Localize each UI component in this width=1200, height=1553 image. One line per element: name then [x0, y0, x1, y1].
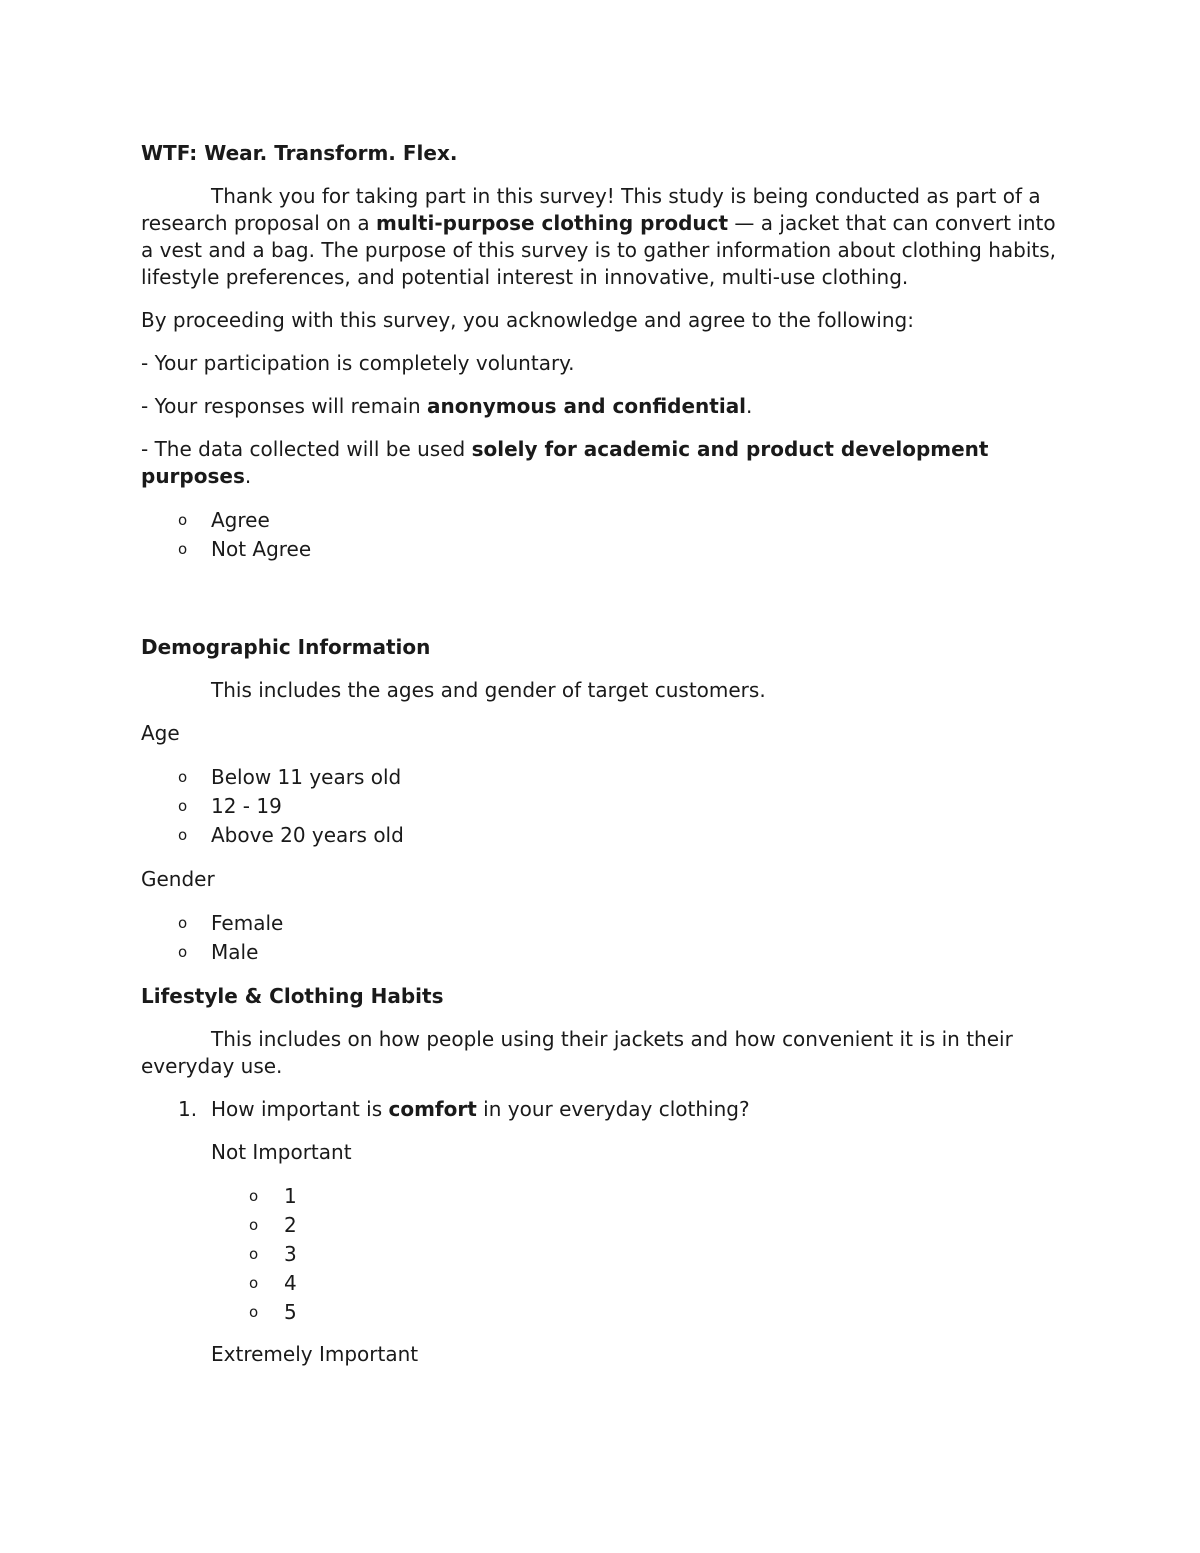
circle-bullet-icon: o — [249, 1303, 259, 1321]
consent-option-not-agree[interactable] — [141, 535, 1071, 564]
question-text-2: in your everyday clothing? — [476, 1097, 750, 1121]
document-page — [141, 140, 1071, 1384]
age-option[interactable] — [141, 763, 1071, 792]
question-1 — [141, 1096, 1071, 1123]
option-label: 3 — [284, 1242, 297, 1266]
consent-option-agree[interactable] — [141, 506, 1071, 535]
consent-item-usage — [141, 436, 1071, 490]
scale-high-label: Extremely Important — [211, 1342, 419, 1366]
circle-bullet-icon: o — [178, 826, 188, 844]
consent-lead: By proceeding with this survey, you acknowledge and agree to the following: — [141, 308, 914, 332]
section-spacer — [141, 580, 1071, 634]
age-option[interactable] — [141, 792, 1071, 821]
demographic-description: This includes the ages and gender of target customers. — [211, 678, 766, 702]
consent-item-anonymous-bold: anonymous and confidential — [427, 394, 747, 418]
circle-bullet-icon: o — [178, 797, 188, 815]
consent-item-usage-end: . — [244, 464, 252, 488]
circle-bullet-icon: o — [178, 914, 188, 932]
option-label: Not Agree — [211, 537, 312, 561]
lifestyle-heading: Lifestyle & Clothing Habits — [141, 984, 444, 1008]
rating-option[interactable] — [141, 1240, 1071, 1269]
intro-text-1: Thank you for taking part in this survey! This study is being conducted as part of a research proposal on a — [141, 184, 1041, 235]
gender-label: Gender — [141, 867, 215, 891]
option-label: 1 — [284, 1184, 297, 1208]
consent-item-anonymous — [141, 393, 1071, 420]
age-label: Age — [141, 721, 180, 745]
question-number: 1. — [178, 1097, 198, 1121]
option-label: Male — [211, 940, 259, 964]
option-label: Above 20 years old — [211, 823, 404, 847]
intro-text-2: — a jacket that can convert into a vest and a bag. The purpose of this survey is to gather information about clothing habits, lifestyle preferences, and potential interest in innovative, multi-use clothing. — [141, 211, 1056, 289]
circle-bullet-icon: o — [249, 1187, 259, 1205]
consent-item-voluntary: - Your participation is completely voluntary. — [141, 351, 575, 375]
option-label: Agree — [211, 508, 270, 532]
intro-bold-product: multi-purpose clothing product — [376, 211, 729, 235]
option-label: Below 11 years old — [211, 765, 402, 789]
intro-paragraph — [141, 183, 1071, 291]
age-option[interactable] — [141, 821, 1071, 850]
rating-option[interactable] — [141, 1182, 1071, 1211]
consent-item-usage-bold: solely for academic and product development purposes — [141, 437, 989, 488]
scale-low-label: Not Important — [211, 1140, 352, 1164]
circle-bullet-icon: o — [249, 1216, 259, 1234]
option-label: 4 — [284, 1271, 297, 1295]
gender-options — [141, 909, 1071, 967]
demographic-heading: Demographic Information — [141, 635, 431, 659]
circle-bullet-icon: o — [178, 511, 188, 529]
gender-option[interactable] — [141, 909, 1071, 938]
circle-bullet-icon: o — [249, 1274, 259, 1292]
consent-item-usage-text: - The data collected will be used — [141, 437, 472, 461]
rating-option[interactable] — [141, 1298, 1071, 1327]
option-label: 12 - 19 — [211, 794, 282, 818]
rating-option[interactable] — [141, 1269, 1071, 1298]
question-text-1: How important is — [211, 1097, 389, 1121]
option-label: 5 — [284, 1300, 297, 1324]
age-options — [141, 763, 1071, 850]
rating-scale — [141, 1182, 1071, 1327]
consent-item-anonymous-text: - Your responses will remain — [141, 394, 428, 418]
option-label: Female — [211, 911, 284, 935]
consent-item-anonymous-end: . — [746, 394, 753, 418]
gender-option[interactable] — [141, 938, 1071, 967]
lifestyle-description: This includes on how people using their jackets and how convenient it is in their everyday use. — [141, 1027, 1013, 1078]
consent-options — [141, 506, 1071, 564]
question-bold-comfort: comfort — [388, 1097, 477, 1121]
circle-bullet-icon: o — [178, 943, 188, 961]
document-title: WTF: Wear. Transform. Flex. — [141, 141, 458, 165]
option-label: 2 — [284, 1213, 297, 1237]
rating-option[interactable] — [141, 1211, 1071, 1240]
circle-bullet-icon: o — [178, 540, 188, 558]
circle-bullet-icon: o — [178, 768, 188, 786]
circle-bullet-icon: o — [249, 1245, 259, 1263]
